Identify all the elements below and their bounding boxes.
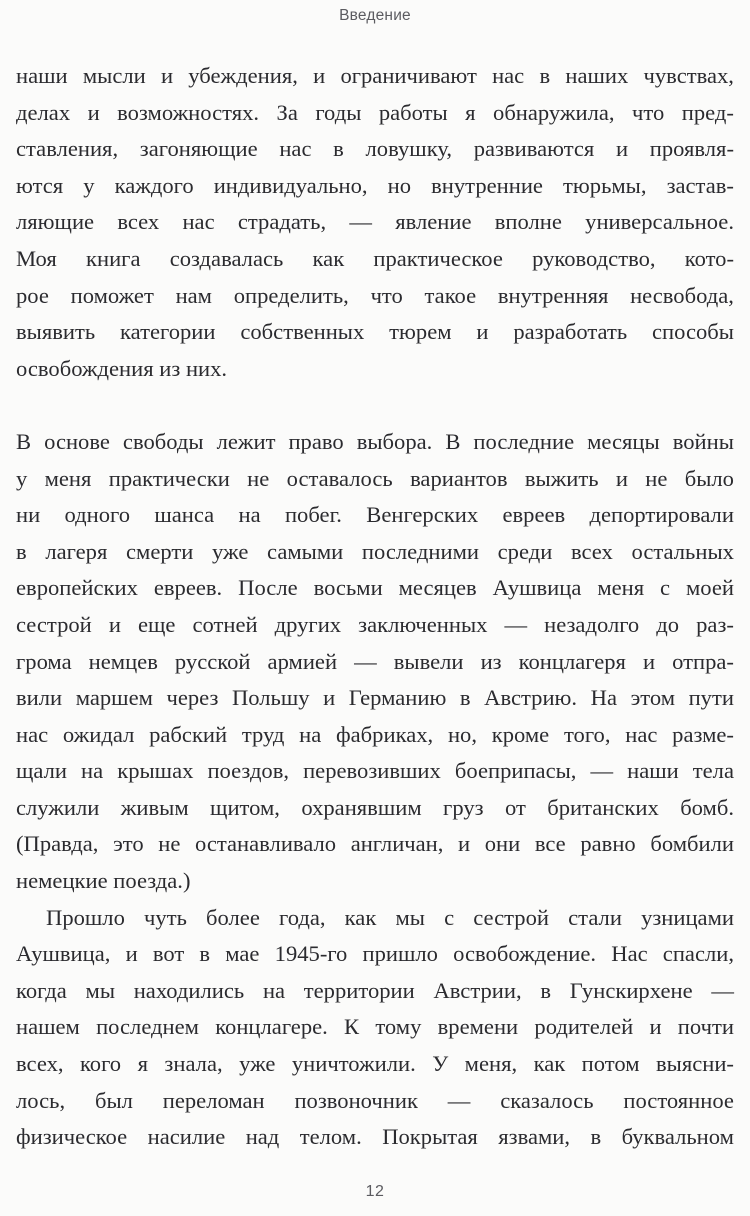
- word: Гунскирхене: [569, 977, 693, 1003]
- word: англичан,: [350, 831, 444, 857]
- word: маршем: [75, 685, 153, 711]
- text-line: [16, 1009, 734, 1046]
- body-text-block: [16, 58, 734, 1156]
- word: нас: [279, 136, 312, 162]
- word: месяцев: [398, 575, 477, 601]
- word: и: [160, 63, 174, 88]
- word: но,: [447, 721, 477, 747]
- word: категории: [120, 319, 216, 345]
- word: времени: [437, 1014, 519, 1040]
- word: как: [312, 245, 345, 271]
- word: освобождение.: [453, 941, 597, 967]
- word: способы: [652, 319, 734, 345]
- word: Аушвица: [492, 575, 582, 601]
- word: остальных: [631, 538, 734, 564]
- word: труд: [241, 721, 285, 747]
- word: развиваются: [473, 136, 595, 162]
- word: каждого: [114, 172, 194, 198]
- word: на: [81, 758, 104, 784]
- word: всех: [570, 538, 613, 564]
- word: кого: [79, 1051, 122, 1077]
- word: было: [684, 465, 734, 491]
- word: Прошло: [46, 904, 125, 930]
- word: других: [274, 611, 342, 637]
- word: тюрьмы,: [563, 172, 647, 198]
- word: годы: [315, 99, 362, 125]
- word: практическое: [373, 245, 503, 271]
- word: ляющие: [16, 209, 95, 235]
- word: и: [313, 63, 326, 88]
- word: что: [632, 99, 665, 125]
- text-line: [16, 461, 734, 498]
- word: работы: [378, 99, 448, 125]
- word: всех: [117, 209, 160, 235]
- word: выясни-: [655, 1051, 734, 1077]
- word: право: [288, 428, 344, 454]
- word: книга: [86, 245, 141, 271]
- word: сказалось: [500, 1087, 594, 1113]
- text-line: немецкие поезда.): [16, 868, 191, 894]
- word: Австрии,: [433, 977, 522, 1003]
- word: В: [16, 428, 32, 454]
- word: в: [459, 685, 471, 711]
- word: наши: [16, 63, 68, 88]
- word: сестрой: [473, 904, 549, 930]
- word: ловушку,: [365, 136, 453, 162]
- word: основе: [44, 428, 110, 454]
- word: этом: [630, 685, 675, 711]
- word: равно: [580, 831, 636, 857]
- paragraph: [16, 58, 734, 387]
- word: потом: [581, 1051, 640, 1077]
- word: такое: [424, 282, 477, 308]
- word: поездов,: [207, 758, 290, 784]
- word: тела: [692, 758, 734, 784]
- word: нас: [492, 63, 525, 88]
- word: лось,: [16, 1087, 66, 1113]
- word: армией: [267, 648, 338, 674]
- text-line: [16, 826, 734, 863]
- word: постоянное: [623, 1087, 734, 1113]
- word: в: [590, 1124, 602, 1150]
- word: позвоночник: [294, 1087, 418, 1113]
- word: в: [333, 136, 344, 162]
- word: ожидал: [62, 721, 135, 747]
- word: почти: [677, 1014, 734, 1040]
- word: года,: [278, 904, 326, 930]
- word: они: [484, 831, 521, 857]
- word: На: [590, 685, 617, 711]
- word: щали: [16, 758, 67, 784]
- word: среди: [497, 538, 553, 564]
- word: уже: [212, 538, 249, 564]
- text-line: [16, 314, 734, 351]
- word: всех,: [16, 1051, 64, 1077]
- word: (Правда,: [16, 831, 99, 857]
- word: пред-: [681, 99, 734, 125]
- word: стали: [568, 904, 622, 930]
- word: фабриках,: [336, 721, 434, 747]
- word: Аушвица,: [16, 941, 111, 967]
- word: британских: [547, 794, 659, 820]
- word: Польшу: [231, 685, 310, 711]
- word: но: [387, 172, 412, 198]
- word: рое: [16, 282, 49, 308]
- text-line: освобождения из них.: [16, 355, 228, 381]
- word: от: [504, 794, 526, 820]
- word: мысли: [82, 63, 146, 88]
- word: страдать,: [237, 209, 327, 235]
- word: —: [504, 611, 528, 637]
- word: щитом,: [210, 794, 280, 820]
- word: восьми: [313, 575, 383, 601]
- text-line: [16, 570, 734, 607]
- word: Нас: [611, 941, 648, 967]
- word: телом.: [299, 1124, 362, 1150]
- word: кото-: [684, 245, 734, 271]
- word: вариантов: [410, 465, 508, 491]
- word: нам: [175, 282, 212, 308]
- word: нашем: [16, 1014, 80, 1040]
- text-line: [16, 58, 734, 95]
- word: меня: [44, 465, 92, 491]
- word: концлагере.: [215, 1014, 328, 1040]
- word: собственных: [240, 319, 365, 345]
- word: мы: [395, 904, 425, 930]
- word: из: [480, 648, 502, 674]
- word: ставления,: [16, 136, 119, 162]
- word: выбора.: [356, 428, 433, 454]
- text-line: [16, 424, 734, 461]
- word: как: [533, 1051, 566, 1077]
- word: одного: [64, 502, 131, 528]
- word: на: [238, 502, 261, 528]
- word: обнаружила,: [493, 99, 615, 125]
- word: более: [206, 904, 260, 930]
- text-line: [16, 790, 734, 827]
- word: практически: [108, 465, 230, 491]
- text-line: [16, 204, 734, 241]
- word: и: [458, 831, 471, 857]
- word: ни: [16, 502, 41, 528]
- word: наши: [627, 758, 679, 784]
- word: нас: [16, 721, 49, 747]
- word: нас: [625, 721, 658, 747]
- word: Венгерских: [366, 502, 479, 528]
- word: еще: [137, 611, 176, 637]
- text-line: [16, 644, 734, 681]
- word: сотней: [192, 611, 258, 637]
- word: последние: [473, 428, 575, 454]
- word: застав-: [666, 172, 734, 198]
- word: индивидуально,: [213, 172, 368, 198]
- word: После: [238, 575, 298, 601]
- word: боеприпасы,: [454, 758, 577, 784]
- word: выявить: [16, 319, 96, 345]
- word: бомбили: [650, 831, 734, 857]
- word: возможностях.: [117, 99, 260, 125]
- word: у: [16, 465, 28, 491]
- word: и: [643, 648, 656, 674]
- word: в: [539, 63, 551, 88]
- text-line: [16, 607, 734, 644]
- word: крышах: [117, 758, 194, 784]
- word: я: [137, 1051, 148, 1077]
- word: язвами,: [498, 1124, 571, 1150]
- word: меня: [597, 575, 645, 601]
- word: —: [711, 977, 734, 1003]
- word: рабский: [149, 721, 228, 747]
- word: В: [445, 428, 461, 454]
- word: несвобода,: [630, 282, 734, 308]
- word: лежит: [216, 428, 276, 454]
- text-line: [16, 973, 734, 1010]
- word: вывели: [393, 648, 464, 674]
- text-line: [16, 900, 734, 937]
- word: проявля-: [649, 136, 734, 162]
- word: отпра-: [672, 648, 734, 674]
- word: евреев: [502, 502, 566, 528]
- word: делах: [16, 99, 71, 125]
- word: грома: [16, 648, 72, 674]
- word: и: [476, 319, 489, 345]
- word: последними: [361, 538, 479, 564]
- word: —: [354, 648, 377, 674]
- word: внутренняя: [497, 282, 609, 308]
- word: и: [108, 611, 121, 637]
- word: все: [534, 831, 566, 857]
- word: уничтожили.: [291, 1051, 416, 1077]
- word: У: [432, 1051, 449, 1077]
- word: над: [245, 1124, 280, 1150]
- word: европейских: [16, 575, 138, 601]
- word: За: [276, 99, 298, 125]
- word: мае: [225, 941, 260, 967]
- text-line: [16, 680, 734, 717]
- word: Моя: [16, 245, 57, 271]
- word: Германию: [348, 685, 447, 711]
- word: ются: [16, 172, 64, 198]
- word: самыми: [267, 538, 344, 564]
- word: Австрию.: [484, 685, 578, 711]
- word: моей: [686, 575, 734, 601]
- word: немцев: [88, 648, 158, 674]
- word: груз: [443, 794, 484, 820]
- word: руководство,: [532, 245, 656, 271]
- word: сестрой: [16, 611, 92, 637]
- word: бомб.: [680, 794, 734, 820]
- word: чуть: [144, 904, 187, 930]
- paragraph: [16, 424, 734, 900]
- text-line: [16, 1083, 734, 1120]
- word: вот: [152, 941, 185, 967]
- text-line: [16, 1119, 734, 1156]
- word: выжить: [524, 465, 599, 491]
- word: служили: [16, 794, 100, 820]
- word: —: [349, 209, 372, 235]
- word: останавливало: [194, 831, 337, 857]
- word: вполне: [494, 209, 562, 235]
- text-line: [16, 168, 734, 205]
- word: К: [344, 1014, 360, 1040]
- word: находились: [133, 977, 245, 1003]
- word: нас: [182, 209, 215, 235]
- word: как: [344, 904, 377, 930]
- word: буквальном: [621, 1124, 734, 1150]
- word: незадолго: [544, 611, 640, 637]
- word: загоняющие: [139, 136, 258, 162]
- word: в: [199, 941, 211, 967]
- word: родителей: [534, 1014, 634, 1040]
- word: тюрем: [389, 319, 452, 345]
- word: тому: [375, 1014, 422, 1040]
- word: и: [615, 465, 628, 491]
- word: насилие: [147, 1124, 226, 1150]
- word: кроме: [491, 721, 550, 747]
- text-line: [16, 1046, 734, 1083]
- word: русской: [174, 648, 251, 674]
- word: и: [649, 1014, 662, 1040]
- word: перевозивших: [303, 758, 441, 784]
- word: пришло: [362, 941, 438, 967]
- word: смерти: [126, 538, 194, 564]
- word: у: [83, 172, 95, 198]
- word: пути: [688, 685, 734, 711]
- text-line: [16, 131, 734, 168]
- word: и: [87, 99, 100, 125]
- word: явление: [395, 209, 472, 235]
- word: вили: [16, 685, 63, 711]
- text-line: [16, 717, 734, 754]
- word: внутренние: [431, 172, 543, 198]
- word: узницами: [641, 904, 734, 930]
- word: разме-: [672, 721, 734, 747]
- word: убеждения,: [188, 63, 298, 88]
- word: уже: [239, 1051, 276, 1077]
- word: я: [465, 99, 476, 125]
- word: концлагеря: [518, 648, 626, 674]
- word: мы: [85, 977, 115, 1003]
- word: спасли,: [662, 941, 734, 967]
- word: 1945-го: [274, 941, 348, 967]
- word: через: [166, 685, 219, 711]
- text-line: [16, 753, 734, 790]
- word: был: [94, 1087, 133, 1113]
- word: того,: [563, 721, 611, 747]
- word: и: [125, 941, 138, 967]
- word: лагеря: [45, 538, 108, 564]
- word: охранявшим: [301, 794, 422, 820]
- word: физическое: [16, 1124, 128, 1150]
- word: когда: [16, 977, 67, 1003]
- word: разработать: [513, 319, 628, 345]
- word: универсальное.: [585, 209, 734, 235]
- word: что: [370, 282, 403, 308]
- word: —: [447, 1087, 471, 1113]
- word: до: [656, 611, 680, 637]
- word: чувствах,: [643, 63, 734, 88]
- word: поможет: [70, 282, 154, 308]
- word: свободы: [122, 428, 204, 454]
- text-line: [16, 95, 734, 132]
- word: с: [444, 904, 455, 930]
- word: в: [16, 538, 27, 564]
- word: и: [323, 685, 336, 711]
- word: не: [247, 465, 270, 491]
- word: шанса: [154, 502, 215, 528]
- word: создавалась: [169, 245, 284, 271]
- word: не: [645, 465, 668, 491]
- word: евреев.: [153, 575, 223, 601]
- running-head: Введение: [339, 7, 411, 24]
- text-line: [16, 278, 734, 315]
- word: Покрытая: [382, 1124, 478, 1150]
- word: раз-: [696, 611, 734, 637]
- text-line: [16, 534, 734, 571]
- page-number: 12: [365, 1183, 385, 1200]
- word: наших: [565, 63, 629, 88]
- text-line: [16, 936, 734, 973]
- word: не: [158, 831, 181, 857]
- word: месяцы: [587, 428, 660, 454]
- paragraph: [16, 900, 734, 1156]
- word: заключенных: [358, 611, 488, 637]
- word: переломан: [162, 1087, 265, 1113]
- word: в: [540, 977, 552, 1003]
- word: с: [660, 575, 671, 601]
- word: на: [262, 977, 286, 1003]
- word: —: [590, 758, 614, 784]
- word: меня,: [464, 1051, 518, 1077]
- word: последнем: [96, 1014, 199, 1040]
- word: это: [113, 831, 144, 857]
- word: на: [299, 721, 322, 747]
- word: определить,: [233, 282, 349, 308]
- word: побег.: [284, 502, 342, 528]
- word: депортировали: [589, 502, 734, 528]
- word: и: [615, 136, 629, 162]
- text-line: [16, 241, 734, 278]
- word: оставалось: [286, 465, 393, 491]
- word: живым: [120, 794, 189, 820]
- word: знала,: [164, 1051, 223, 1077]
- word: территории: [303, 977, 415, 1003]
- word: войны: [672, 428, 734, 454]
- word: ограничивают: [340, 63, 477, 88]
- text-line: [16, 497, 734, 534]
